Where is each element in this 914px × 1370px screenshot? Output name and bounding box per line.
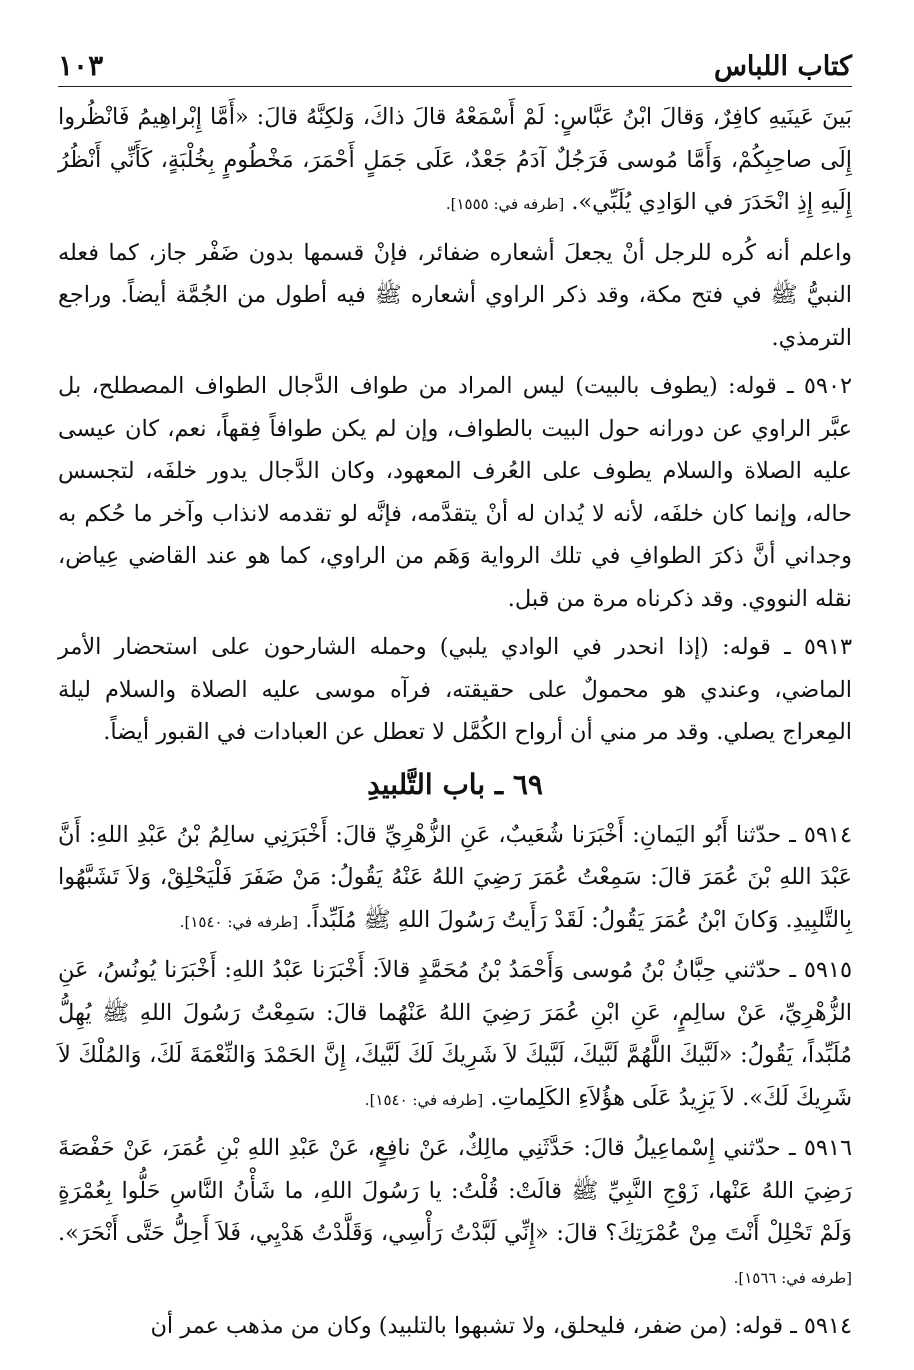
paragraph-text: واعلم أنه كُره للرجل أنْ يجعلَ أشعاره ضفائر، فإنْ قسمها بدون ضَفْر جاز، كما فعله النبيُّ ﷺ في فتح مكة، وقد ذكر الراوي أشعاره ﷺ فيه أطول من الجُمَّة أيضاً. وراجع الترمذي. xyxy=(58,239,852,351)
page-number: ١٠٣ xyxy=(58,49,104,82)
page-body xyxy=(58,96,852,1348)
chapter-heading: ٦٩ ـ باب التَّلبيدِ xyxy=(367,767,543,801)
cross-reference: [طرفه في: ١٥٦٦]. xyxy=(733,1268,852,1287)
commentary-paragraph xyxy=(58,365,852,620)
commentary-paragraph xyxy=(58,626,852,754)
page-header xyxy=(58,34,852,87)
cross-reference: [طرفه في: ١٥٤٠]. xyxy=(364,1090,484,1109)
hadith-paragraph xyxy=(58,949,852,1121)
running-title: كتاب اللباس xyxy=(713,51,852,82)
paragraph-text: بَينَ عَينَيهِ كافِرٌ، وَقالَ ابْنُ عَبَّاسٍ: لَمْ أَسْمَعْهُ قالَ ذاكَ، وَلكِنَّهُ قالَ: «أَمَّا إِبْراهِيمُ فَانْظُروا إِلَى صاحِبِكُمْ، وَأَمَّا مُوسى فَرَجُلٌ آدَمُ جَعْدٌ، عَلَى جَمَلٍ أَحْمَرَ، مَخْطُومٍ بِخُلْبَةٍ، كَأَنِّي أَنْظُرُ إِلَيهِ إِذِ انْحَدَرَ في الوَادِي يُلَبِّي». xyxy=(58,104,852,215)
hadith-paragraph xyxy=(58,1127,852,1299)
hadith-continuation xyxy=(58,96,852,226)
paragraph-text: ٥٩١٦ ـ حدّثني إِسْماعِيلُ قالَ: حَدَّثَنِي مالِكٌ، عَنْ نافِعٍ، عَنْ عَبْدِ اللهِ بْنِ عُمَرَ، عَنْ حَفْصَةَ رَضِيَ اللهُ عَنْها، زَوْجِ النَّبِيِّ ﷺ قالَتْ: قُلْتُ: يا رَسُولَ اللهِ، ما شَأْنُ النَّاسِ حَلُّوا بِعُمْرَةٍ وَلَمْ تَحْلِلْ أَنْتَ مِنْ عُمْرَتِكَ؟ قالَ: «إِنِّي لَبَّدْتُ رَأْسِي، وَقَلَّدْتُ هَدْيِي، فَلاَ أَحِلُّ حَتَّى أَنْحَرَ». xyxy=(58,1135,852,1246)
paragraph-text: ٥٩١٣ ـ قوله: (إذا انحدر في الوادي يلبي) وحمله الشارحون على استحضار الأمر الماضي، وعندي هو محمولٌ على حقيقته، فرآه موسى عليه الصلاة والسلام ليلة المِعراج يصلي. وقد مر مني أن أرواح الكُمَّل لا تعطل عن العبادات في القبور أيضاً. xyxy=(58,634,852,745)
commentary-paragraph xyxy=(58,1305,852,1348)
paragraph-text: ٥٩١٤ ـ قوله: (من ضفر، فليحلق، ولا تشبهوا بالتلبيد) وكان من مذهب عمر أن xyxy=(150,1313,852,1339)
cross-reference: [طرفه في: ١٥٤٠]. xyxy=(179,912,299,931)
cross-reference: [طرفه في: ١٥٥٥]. xyxy=(445,195,565,213)
paragraph-text: ٥٩١٥ ـ حدّثني حِبَّانُ بْنُ مُوسى وَأَحْمَدُ بْنُ مُحَمَّدٍ قالاَ: أَخْبَرَنا عَبْدُ اللهِ: أَخْبَرَنا يُونُسُ، عَنِ الزُّهْرِيِّ، عَنْ سالِمٍ، عَنِ ابْنِ عُمَرَ رَضِيَ اللهُ عَنْهُما قالَ: سَمِعْتُ رَسُولَ اللهِ ﷺ يُهِلُّ مُلَبِّداً، يَقُولُ: «لَبَّيكَ اللَّهُمَّ لَبَّيكَ، لَبَّيكَ لاَ شَرِيكَ لَكَ لَبَّيكَ، إِنَّ الحَمْدَ وَالنِّعْمَةَ لَكَ، وَالمُلْكَ لاَ شَرِيكَ لَكَ». لاَ يَزِيدُ عَلَى هؤُلاَءِ الكَلِماتِ. xyxy=(58,957,852,1111)
paragraph-text: ٥٩١٤ ـ حدّثنا أَبُو اليَمانِ: أَخْبَرَنا شُعَيبٌ، عَنِ الزُّهْرِيِّ قالَ: أَخْبَرَنِي سالِمُ بْنُ عَبْدِ اللهِ: أَنَّ عَبْدَ اللهِ بْنَ عُمَرَ قالَ: سَمِعْتُ عُمَرَ رَضِيَ اللهُ عَنْهُ يَقُولُ: مَنْ ضَفَرَ فَلْيَحْلِقْ، وَلاَ تَشَبَّهُوا بِالتَّلبِيدِ. وَكانَ ابْنُ عُمَرَ يَقُولُ: لَقَدْ رَأَيتُ رَسُولَ اللهِ ﷺ مُلَبِّداً. xyxy=(58,821,852,933)
commentary-paragraph xyxy=(58,232,852,360)
hadith-paragraph xyxy=(58,814,852,944)
paragraph-text: ٥٩٠٢ ـ قوله: (يطوف بالبيت) ليس المراد من طواف الدَّجال الطواف المصطلح، بل عبَّر الراوي عن دورانه حول البيت بالطواف، وإن لم يكن طوافاً فِقهاً، نعم، كان عيسى عليه الصلاة والسلام يطوف على العُرف المعهود، وكان الدَّجال يدور خلفَه، لتجسس حاله، وإنما كان خلفَه، لأنه لا يُدان له أنْ يتقدَّمه، فإنَّه لو تقدمه لانذاب وآخر ما حُكم به وجداني أنَّ ذكرَ الطوافِ في تلك الرواية وَهَم من الراوي، كما هو عند القاضي عِياض، نقله النووي. وقد ذكرناه مرة من قبل. xyxy=(58,373,852,612)
